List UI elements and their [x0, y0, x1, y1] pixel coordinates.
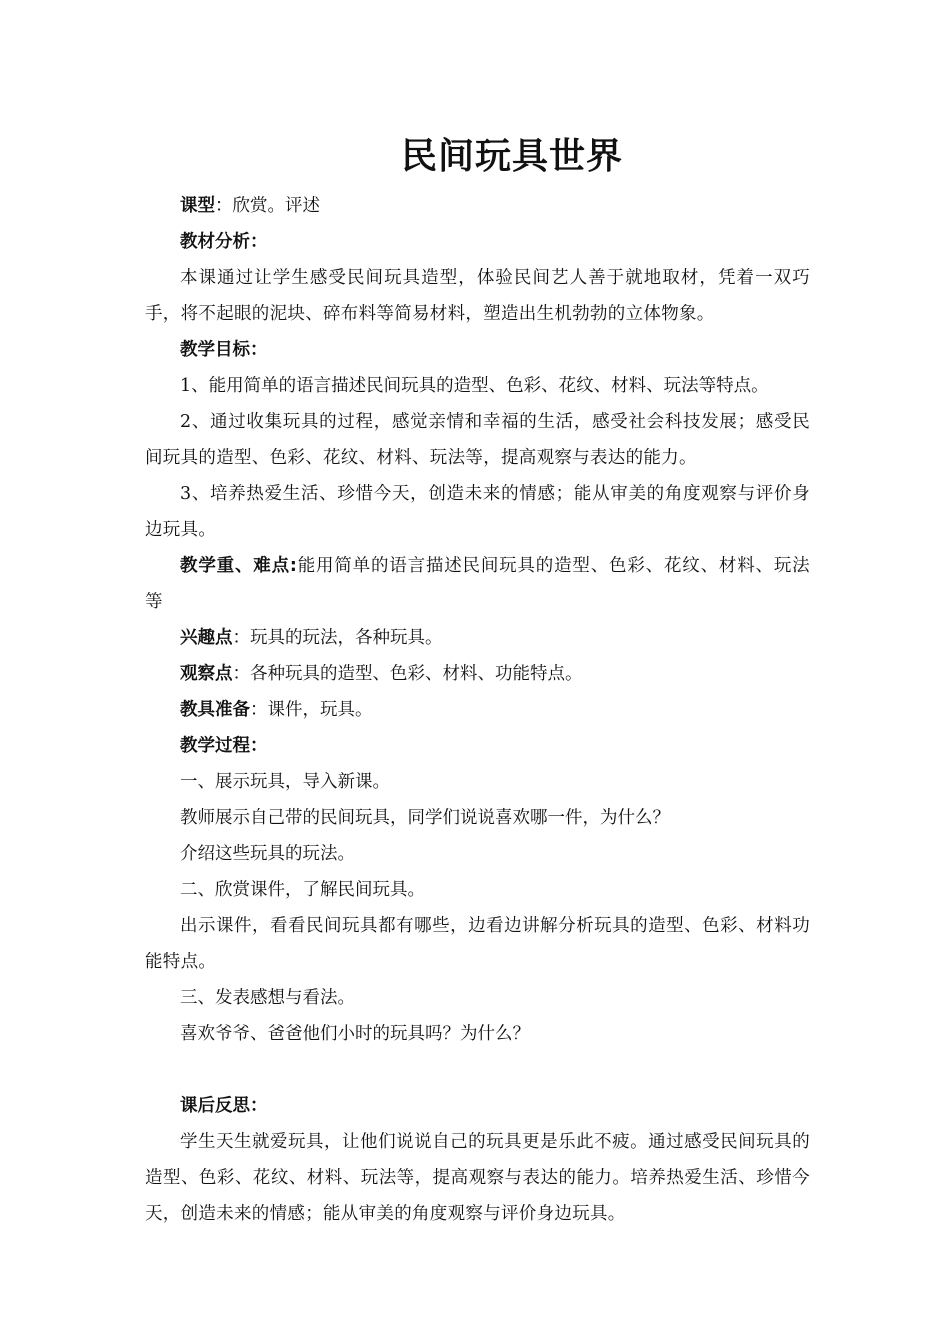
- reflection-heading: 课后反思：: [180, 1096, 268, 1116]
- interest-line: [145, 620, 810, 656]
- objective-item: 3、培养热爱生活、珍惜今天，创造未来的情感；能从审美的角度观察与评价身边玩具。: [145, 484, 810, 540]
- key-points-label: 教学重、难点:: [180, 556, 298, 576]
- material-analysis-heading: 教材分析：: [180, 232, 268, 252]
- process-line: 出示课件，看看民间玩具都有哪些，边看边讲解分析玩具的造型、色彩、材料功能特点。: [145, 916, 810, 972]
- key-points-line: [145, 548, 810, 620]
- teaching-aids-line: [145, 692, 810, 728]
- course-type-line: [145, 188, 810, 224]
- process-line: 三、发表感想与看法。: [180, 988, 355, 1008]
- process-line: 一、展示玩具，导入新课。: [180, 772, 390, 792]
- observation-line: [145, 656, 810, 692]
- process-line: 介绍这些玩具的玩法。: [180, 844, 355, 864]
- objective-item: 1、能用简单的语言描述民间玩具的造型、色彩、花纹、材料、玩法等特点。: [180, 376, 769, 396]
- process-heading: 教学过程：: [180, 736, 268, 756]
- reflection-text: 学生天生就爱玩具，让他们说说自己的玩具更是乐此不疲。通过感受民间玩具的造型、色彩、花纹、材料、玩法等，提高观察与表达的能力。培养热爱生活、珍惜今天，创造未来的情感；能从审美的角度观察与评价身边玩具。: [145, 1132, 810, 1224]
- course-type-value: 欣赏。评述: [232, 196, 320, 216]
- observation-value: 各种玩具的造型、色彩、材料、功能特点。: [250, 664, 583, 684]
- interest-sep: ：: [232, 628, 250, 648]
- process-line: 教师展示自己带的民间玩具，同学们说说喜欢哪一件，为什么？: [180, 808, 670, 828]
- page-title: 民间玩具世界: [400, 136, 623, 177]
- teaching-aids-sep: ：: [250, 700, 268, 720]
- teaching-aids-value: 课件，玩具。: [267, 700, 373, 720]
- observation-label: 观察点: [180, 664, 233, 684]
- process-line: 喜欢爷爷、爸爸他们小时的玩具吗？为什么？: [180, 1024, 530, 1044]
- objectives-heading: 教学目标：: [180, 340, 268, 360]
- document-body: [145, 188, 810, 1232]
- process-line: 二、欣赏课件，了解民间玩具。: [180, 880, 425, 900]
- interest-label: 兴趣点: [180, 628, 233, 648]
- key-points-value: 能用简单的语言描述民间玩具的造型、色彩、花纹、材料、玩法等: [145, 556, 810, 612]
- interest-value: 玩具的玩法，各种玩具。: [250, 628, 443, 648]
- teaching-aids-label: 教具准备: [180, 700, 250, 720]
- course-type-label: 课型: [180, 196, 215, 216]
- material-analysis-text: 本课通过让学生感受民间玩具造型，体验民间艺人善于就地取材，凭着一双巧手，将不起眼的泥块、碎布料等简易材料，塑造出生机勃勃的立体物象。: [145, 268, 810, 324]
- observation-sep: ：: [232, 664, 250, 684]
- blank-line: [145, 1052, 810, 1088]
- objective-item: 2、通过收集玩具的过程，感觉亲情和幸福的生活，感受社会科技发展；感受民间玩具的造型、色彩、花纹、材料、玩法等，提高观察与表达的能力。: [145, 412, 810, 468]
- course-type-sep: ：: [215, 196, 233, 216]
